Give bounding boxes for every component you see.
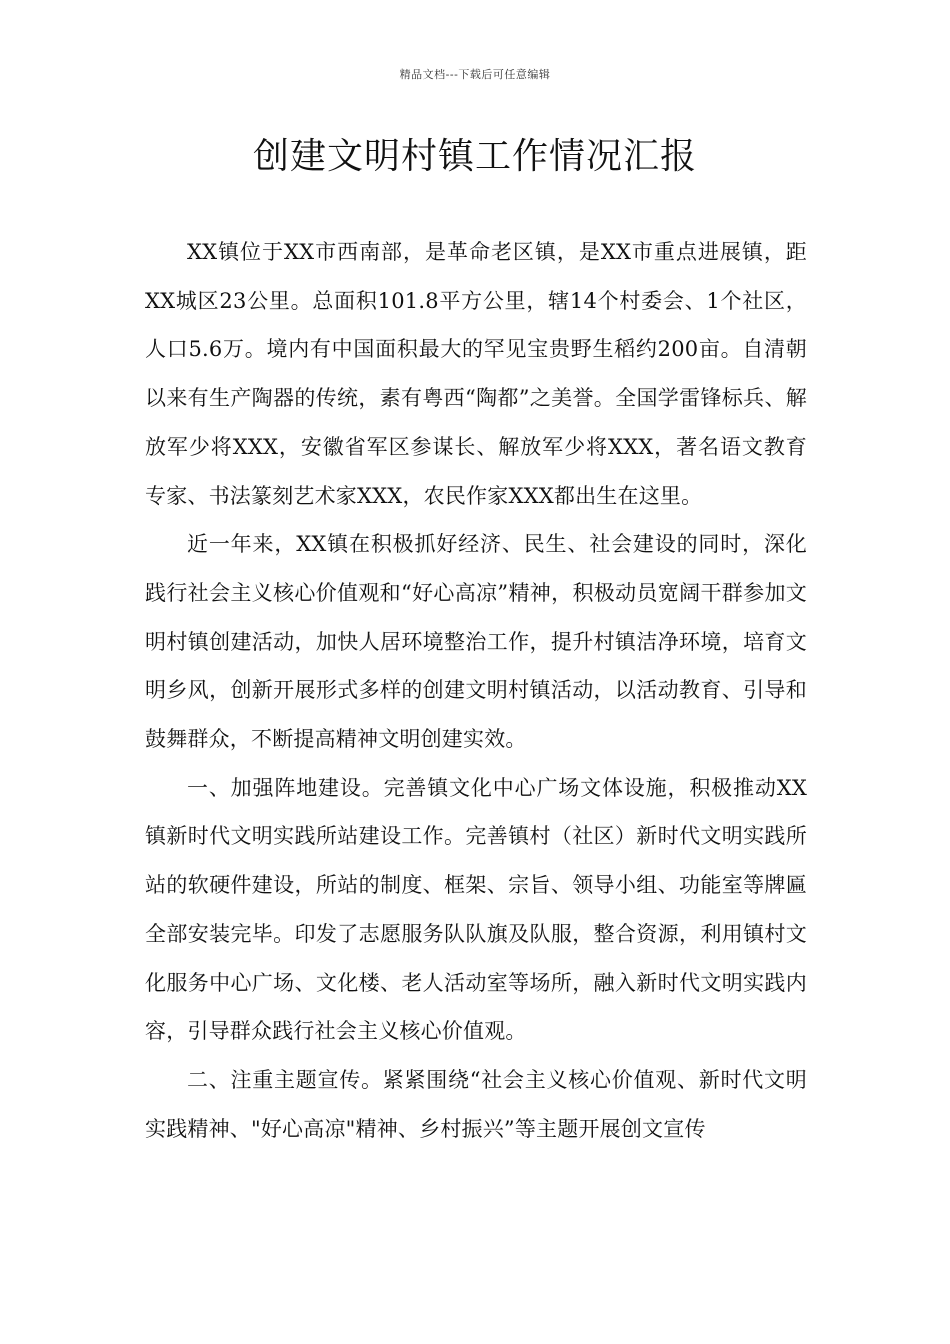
paragraph-intro: XX镇位于XX市西南部，是革命老区镇，是XX市重点进展镇，距XX城区23公里。总面积101.8平方公里，辖14个村委会、1个社区，人口5.6万。境内有中国面积最大的罕见宝贵野生稻约200亩。自清朝以来有生产陶器的传统，素有粤西“陶都”之美誉。全国学雷锋标兵、解放军少将XXX，安徽省军区参谋长、解放军少将XXX，著名语文教育专家、书法篆刻艺术家XXX，农民作家XXX都出生在这里。 (145, 240, 807, 508)
paragraph-section-1: 一、加强阵地建设。完善镇文化中心广场文体设施，积极推动XX镇新时代文明实践所站建设工作。完善镇村（社区）新时代文明实践所站的软硬件建设，所站的制度、框架、宗旨、领导小组、功能室等牌匾全部安装完毕。印发了志愿服务队队旗及队服，整合资源，利用镇村文化服务中心广场、文化楼、老人活动室等场所，融入新时代文明实践内容，引导群众践行社会主义核心价值观。 (145, 775, 807, 1044)
document-body (145, 228, 807, 1153)
header-note: 精品文档---下载后可任意编辑 (399, 68, 551, 81)
paragraph-overview: 近一年来，XX镇在积极抓好经济、民生、社会建设的同时，深化践行社会主义核心价值观和“好心高凉”精神，积极动员宽阔干群参加文明村镇创建活动，加快人居环境整治工作，提升村镇洁净环境，培育文明乡风，创新开展形式多样的创建文明村镇活动，以活动教育、引导和鼓舞群众，不断提高精神文明创建实效。 (145, 532, 807, 752)
document-title: 创建文明村镇工作情况汇报 (252, 136, 697, 177)
paragraph-section-2: 二、注重主题宣传。紧紧围绕“社会主义核心价值观、新时代文明实践精神、"好心高凉"精神、乡村振兴”等主题开展创文宣传 (145, 1067, 807, 1141)
